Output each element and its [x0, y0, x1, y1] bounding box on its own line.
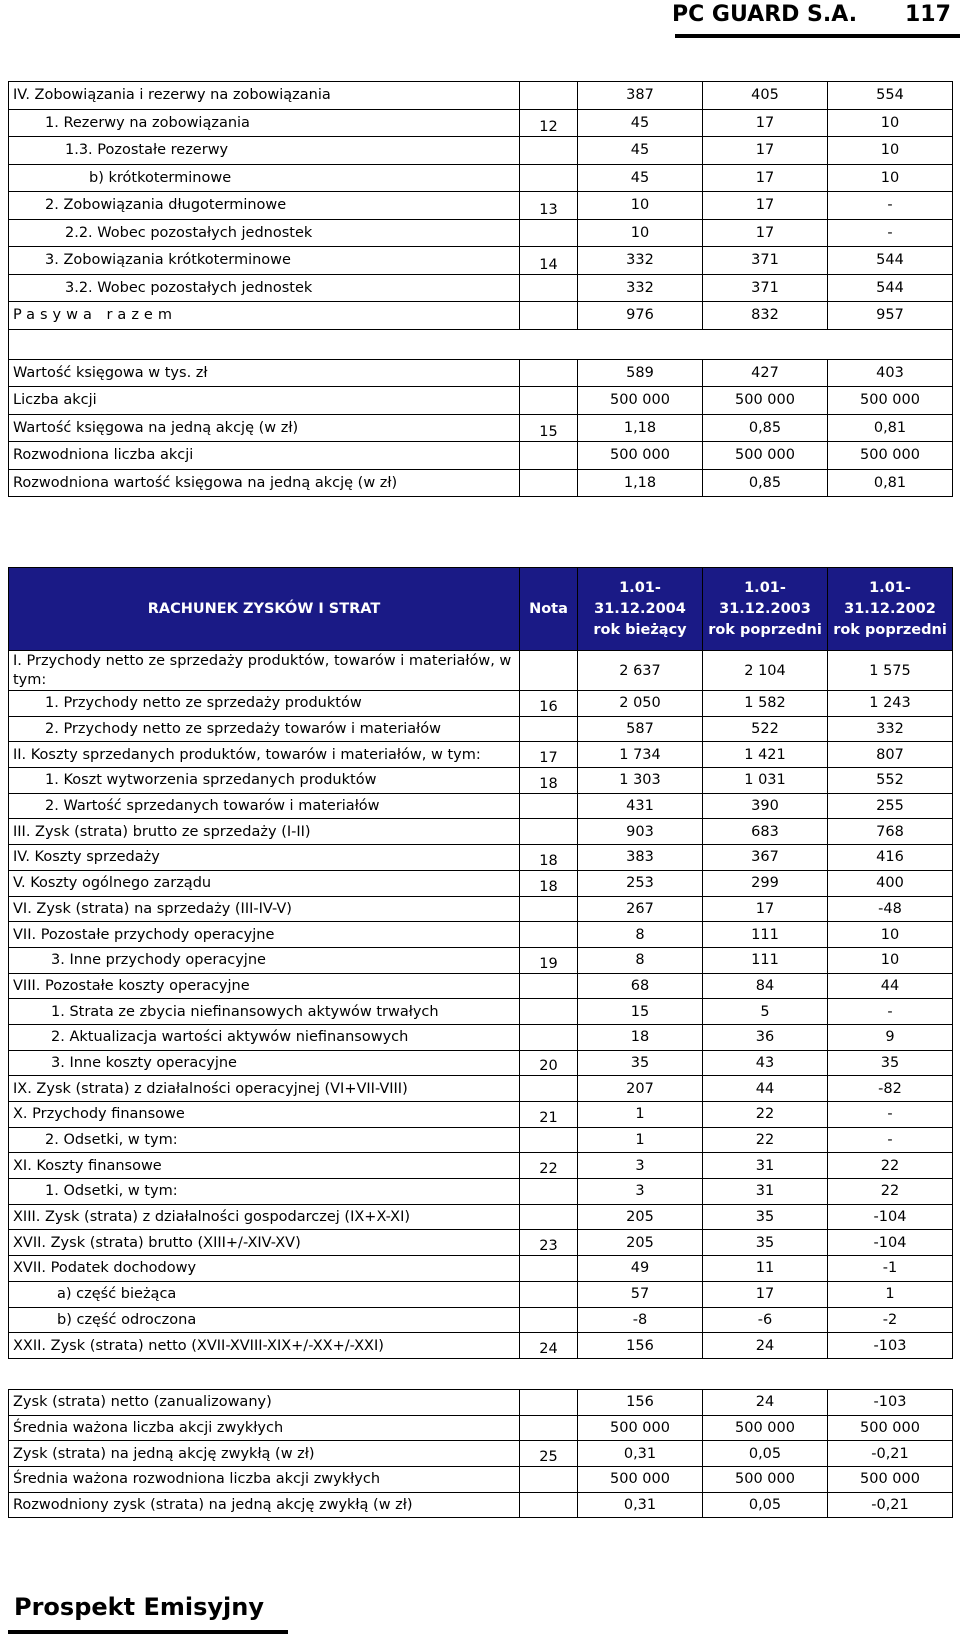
value-cell: 1: [578, 1102, 703, 1128]
nota-cell: [520, 274, 578, 302]
table-row: [9, 1050, 953, 1076]
nota-cell: [520, 469, 578, 497]
row-label: b) krótkoterminowe: [9, 164, 520, 192]
value-cell: 84: [703, 973, 828, 999]
table-row: [9, 1102, 953, 1128]
row-label: 1. Przychody netto ze sprzedaży produktów: [9, 691, 520, 717]
nota-cell: 25: [520, 1441, 578, 1467]
value-cell: -: [828, 192, 953, 220]
value-cell: 0,85: [703, 414, 828, 442]
value-cell: 44: [703, 1076, 828, 1102]
value-cell: 57: [578, 1281, 703, 1307]
value-cell: 10: [828, 947, 953, 973]
row-label: IX. Zysk (strata) z działalności operacyjnej (VI+VII-VIII): [9, 1076, 520, 1102]
row-label: 2. Przychody netto ze sprzedaży towarów i materiałów: [9, 716, 520, 742]
row-label: Rozwodniona wartość księgowa na jedną akcję (w zł): [9, 469, 520, 497]
period-2002-header: 1.01-31.12.2002 rok poprzedni: [828, 568, 953, 651]
value-cell: 500 000: [828, 1467, 953, 1493]
value-cell: 255: [828, 793, 953, 819]
value-cell: 500 000: [828, 1415, 953, 1441]
value-cell: 205: [578, 1230, 703, 1256]
nota-cell: 19: [520, 947, 578, 973]
value-cell: 416: [828, 845, 953, 871]
nota-cell: [520, 387, 578, 415]
table-row: [9, 1467, 953, 1493]
table-row: [9, 359, 953, 387]
table-row: [9, 896, 953, 922]
value-cell: 976: [578, 302, 703, 330]
value-cell: -1: [828, 1256, 953, 1282]
value-cell: 1,18: [578, 414, 703, 442]
nota-cell: [520, 137, 578, 165]
value-cell: 554: [828, 82, 953, 110]
value-cell: 400: [828, 870, 953, 896]
value-cell: 9: [828, 1024, 953, 1050]
row-label: IV. Zobowiązania i rezerwy na zobowiązania: [9, 82, 520, 110]
table-row: [9, 164, 953, 192]
nota-cell: [520, 1492, 578, 1518]
table-row: [9, 387, 953, 415]
nota-cell: 17: [520, 742, 578, 768]
value-cell: -6: [703, 1307, 828, 1333]
value-cell: 207: [578, 1076, 703, 1102]
table-row: [9, 973, 953, 999]
value-cell: 544: [828, 247, 953, 275]
nota-cell: [520, 1415, 578, 1441]
value-cell: 807: [828, 742, 953, 768]
nota-cell: [520, 1204, 578, 1230]
value-cell: 17: [703, 164, 828, 192]
income-statement-title: RACHUNEK ZYSKÓW I STRAT: [9, 568, 520, 651]
value-cell: 44: [828, 973, 953, 999]
nota-cell: 16: [520, 691, 578, 717]
row-label: 1. Strata ze zbycia niefinansowych aktywów trwałych: [9, 999, 520, 1025]
row-label: XI. Koszty finansowe: [9, 1153, 520, 1179]
row-label: VIII. Pozostałe koszty operacyjne: [9, 973, 520, 999]
table-row: [9, 845, 953, 871]
page-header: [0, 0, 960, 45]
period-2004-header: 1.01-31.12.2004 rok bieżący: [578, 568, 703, 651]
value-cell: 0,81: [828, 414, 953, 442]
table-row: [9, 819, 953, 845]
row-label: 3. Zobowiązania krótkoterminowe: [9, 247, 520, 275]
nota-cell: [520, 302, 578, 330]
income-statement-table: [8, 567, 953, 1359]
row-label: 2. Odsetki, w tym:: [9, 1127, 520, 1153]
value-cell: -0,21: [828, 1492, 953, 1518]
value-cell: 22: [828, 1179, 953, 1205]
value-cell: 768: [828, 819, 953, 845]
value-cell: 22: [703, 1102, 828, 1128]
value-cell: 500 000: [703, 442, 828, 470]
row-label: 3.2. Wobec pozostałych jednostek: [9, 274, 520, 302]
row-label: Pasywa razem: [9, 302, 520, 330]
row-label: Liczba akcji: [9, 387, 520, 415]
nota-cell: 24: [520, 1333, 578, 1359]
value-cell: -0,21: [828, 1441, 953, 1467]
value-cell: 17: [703, 109, 828, 137]
value-cell: 1 575: [828, 651, 953, 691]
value-cell: 332: [828, 716, 953, 742]
table-row: [9, 137, 953, 165]
row-label: a) część bieżąca: [9, 1281, 520, 1307]
row-label: I. Przychody netto ze sprzedaży produktów, towarów i materiałów, w tym:: [9, 651, 520, 691]
table-row: [9, 329, 953, 359]
value-cell: 371: [703, 247, 828, 275]
nota-cell: [520, 219, 578, 247]
table-row: [9, 1333, 953, 1359]
value-cell: 15: [578, 999, 703, 1025]
table-row: [9, 793, 953, 819]
footer-title: Prospekt Emisyjny: [14, 1593, 264, 1621]
row-label: Wartość księgowa w tys. zł: [9, 359, 520, 387]
table-row: [9, 192, 953, 220]
row-label: Średnia ważona liczba akcji zwykłych: [9, 1415, 520, 1441]
nota-cell: 15: [520, 414, 578, 442]
value-cell: 589: [578, 359, 703, 387]
value-cell: 35: [828, 1050, 953, 1076]
value-cell: 500 000: [703, 1467, 828, 1493]
nota-cell: [520, 999, 578, 1025]
value-cell: 500 000: [578, 442, 703, 470]
value-cell: 156: [578, 1390, 703, 1416]
table-row: [9, 1492, 953, 1518]
value-cell: 8: [578, 922, 703, 948]
value-cell: 45: [578, 109, 703, 137]
row-label: 3. Inne koszty operacyjne: [9, 1050, 520, 1076]
value-cell: -104: [828, 1230, 953, 1256]
table-row: [9, 1179, 953, 1205]
nota-cell: 12: [520, 109, 578, 137]
row-label: XVII. Zysk (strata) brutto (XIII+/-XIV-XV): [9, 1230, 520, 1256]
value-cell: 8: [578, 947, 703, 973]
value-cell: 500 000: [578, 1415, 703, 1441]
value-cell: 111: [703, 947, 828, 973]
page-number: 117: [905, 2, 951, 27]
row-label: V. Koszty ogólnego zarządu: [9, 870, 520, 896]
value-cell: 0,31: [578, 1492, 703, 1518]
value-cell: -: [828, 219, 953, 247]
table-row: [9, 651, 953, 691]
table-row: [9, 691, 953, 717]
row-label: 1. Odsetki, w tym:: [9, 1179, 520, 1205]
value-cell: -48: [828, 896, 953, 922]
value-cell: 2 104: [703, 651, 828, 691]
row-label: III. Zysk (strata) brutto ze sprzedaży (I-II): [9, 819, 520, 845]
value-cell: 500 000: [828, 387, 953, 415]
row-label: 2. Wartość sprzedanych towarów i materiałów: [9, 793, 520, 819]
value-cell: 403: [828, 359, 953, 387]
blank-row-cell: [9, 329, 953, 359]
nota-cell: 21: [520, 1102, 578, 1128]
value-cell: 587: [578, 716, 703, 742]
value-cell: 31: [703, 1179, 828, 1205]
value-cell: -2: [828, 1307, 953, 1333]
row-label: II. Koszty sprzedanych produktów, towarów i materiałów, w tym:: [9, 742, 520, 768]
value-cell: 36: [703, 1024, 828, 1050]
value-cell: 205: [578, 1204, 703, 1230]
nota-cell: [520, 442, 578, 470]
table-row: [9, 1024, 953, 1050]
value-cell: 500 000: [578, 387, 703, 415]
value-cell: 1 734: [578, 742, 703, 768]
value-cell: 17: [703, 1281, 828, 1307]
nota-cell: [520, 973, 578, 999]
row-label: IV. Koszty sprzedaży: [9, 845, 520, 871]
value-cell: 1 243: [828, 691, 953, 717]
table-row: [9, 1153, 953, 1179]
value-cell: 3: [578, 1153, 703, 1179]
nota-cell: [520, 1127, 578, 1153]
value-cell: 10: [578, 192, 703, 220]
row-label: VII. Pozostałe przychody operacyjne: [9, 922, 520, 948]
value-cell: 383: [578, 845, 703, 871]
value-cell: 0,85: [703, 469, 828, 497]
value-cell: 387: [578, 82, 703, 110]
table-row: [9, 947, 953, 973]
value-cell: 11: [703, 1256, 828, 1282]
value-cell: 43: [703, 1050, 828, 1076]
value-cell: 371: [703, 274, 828, 302]
income-statement-header-row: [9, 568, 953, 651]
value-cell: 390: [703, 793, 828, 819]
value-cell: 267: [578, 896, 703, 922]
row-label: Średnia ważona rozwodniona liczba akcji zwykłych: [9, 1467, 520, 1493]
value-cell: 35: [703, 1230, 828, 1256]
table-row: [9, 870, 953, 896]
table-row: [9, 1076, 953, 1102]
row-label: 2. Aktualizacja wartości aktywów niefinansowych: [9, 1024, 520, 1050]
value-cell: 253: [578, 870, 703, 896]
value-cell: 45: [578, 164, 703, 192]
row-label: 3. Inne przychody operacyjne: [9, 947, 520, 973]
value-cell: 0,31: [578, 1441, 703, 1467]
nota-cell: 20: [520, 1050, 578, 1076]
value-cell: 17: [703, 137, 828, 165]
value-cell: -103: [828, 1333, 953, 1359]
value-cell: 332: [578, 247, 703, 275]
value-cell: -8: [578, 1307, 703, 1333]
table-row: [9, 922, 953, 948]
value-cell: 427: [703, 359, 828, 387]
row-label: X. Przychody finansowe: [9, 1102, 520, 1128]
value-cell: -: [828, 999, 953, 1025]
table-row: [9, 742, 953, 768]
row-label: VI. Zysk (strata) na sprzedaży (III-IV-V): [9, 896, 520, 922]
nota-cell: [520, 1390, 578, 1416]
nota-cell: [520, 819, 578, 845]
value-cell: 2 050: [578, 691, 703, 717]
value-cell: 10: [828, 109, 953, 137]
nota-cell: 23: [520, 1230, 578, 1256]
nota-cell: [520, 1024, 578, 1050]
value-cell: 45: [578, 137, 703, 165]
value-cell: 367: [703, 845, 828, 871]
row-label: XVII. Podatek dochodowy: [9, 1256, 520, 1282]
row-label: Rozwodniona liczba akcji: [9, 442, 520, 470]
table-row: [9, 768, 953, 794]
value-cell: 2 637: [578, 651, 703, 691]
footer-rule: [8, 1630, 288, 1634]
value-cell: 35: [703, 1204, 828, 1230]
value-cell: -82: [828, 1076, 953, 1102]
value-cell: 1: [578, 1127, 703, 1153]
row-label: Zysk (strata) netto (zanualizowany): [9, 1390, 520, 1416]
row-label: Wartość księgowa na jedną akcję (w zł): [9, 414, 520, 442]
value-cell: -: [828, 1127, 953, 1153]
table-row: [9, 469, 953, 497]
table-row: [9, 716, 953, 742]
nota-cell: [520, 1179, 578, 1205]
nota-cell: [520, 82, 578, 110]
table-row: [9, 414, 953, 442]
nota-cell: 13: [520, 192, 578, 220]
row-label: 2. Zobowiązania długoterminowe: [9, 192, 520, 220]
value-cell: 111: [703, 922, 828, 948]
value-cell: 17: [703, 219, 828, 247]
value-cell: 49: [578, 1256, 703, 1282]
table-row: [9, 274, 953, 302]
value-cell: 0,05: [703, 1441, 828, 1467]
value-cell: -: [828, 1102, 953, 1128]
row-label: XIII. Zysk (strata) z działalności gospodarczej (IX+X-XI): [9, 1204, 520, 1230]
table-row: [9, 1281, 953, 1307]
value-cell: 3: [578, 1179, 703, 1205]
table-row: [9, 1390, 953, 1416]
table-row: [9, 1307, 953, 1333]
nota-cell: 22: [520, 1153, 578, 1179]
nota-cell: [520, 1307, 578, 1333]
value-cell: 17: [703, 896, 828, 922]
value-cell: 17: [703, 192, 828, 220]
row-label: b) część odroczona: [9, 1307, 520, 1333]
value-cell: 500 000: [703, 387, 828, 415]
period-2003-header: 1.01-31.12.2003 rok poprzedni: [703, 568, 828, 651]
per-share-table: [8, 1389, 953, 1518]
header-rule: [675, 34, 960, 38]
value-cell: 1 421: [703, 742, 828, 768]
value-cell: 522: [703, 716, 828, 742]
nota-cell: [520, 1281, 578, 1307]
nota-cell: [520, 1076, 578, 1102]
value-cell: 31: [703, 1153, 828, 1179]
nota-cell: 18: [520, 768, 578, 794]
nota-cell: [520, 793, 578, 819]
value-cell: 1 031: [703, 768, 828, 794]
nota-cell: [520, 1467, 578, 1493]
value-cell: 22: [703, 1127, 828, 1153]
table-row: [9, 219, 953, 247]
table-row: [9, 1204, 953, 1230]
table-row: [9, 82, 953, 110]
value-cell: 1,18: [578, 469, 703, 497]
value-cell: 5: [703, 999, 828, 1025]
table-row: [9, 1127, 953, 1153]
nota-cell: [520, 716, 578, 742]
row-label: XXII. Zysk (strata) netto (XVII-XVIII-XIX+/-XX+/-XXI): [9, 1333, 520, 1359]
table-row: [9, 1256, 953, 1282]
value-cell: 18: [578, 1024, 703, 1050]
value-cell: 0,05: [703, 1492, 828, 1518]
row-label: 1. Koszt wytworzenia sprzedanych produktów: [9, 768, 520, 794]
nota-cell: [520, 651, 578, 691]
table-row: [9, 1441, 953, 1467]
row-label: 2.2. Wobec pozostałych jednostek: [9, 219, 520, 247]
value-cell: 10: [828, 137, 953, 165]
value-cell: -103: [828, 1390, 953, 1416]
value-cell: 332: [578, 274, 703, 302]
value-cell: 903: [578, 819, 703, 845]
value-cell: 500 000: [828, 442, 953, 470]
value-cell: 832: [703, 302, 828, 330]
table-row: [9, 302, 953, 330]
nota-header: Nota: [520, 568, 578, 651]
row-label: Rozwodniony zysk (strata) na jedną akcję zwykłą (w zł): [9, 1492, 520, 1518]
value-cell: 544: [828, 274, 953, 302]
row-label: Zysk (strata) na jedną akcję zwykłą (w zł): [9, 1441, 520, 1467]
table-row: [9, 247, 953, 275]
value-cell: 299: [703, 870, 828, 896]
row-label: 1.3. Pozostałe rezerwy: [9, 137, 520, 165]
value-cell: 10: [578, 219, 703, 247]
nota-cell: [520, 359, 578, 387]
value-cell: 24: [703, 1333, 828, 1359]
value-cell: 552: [828, 768, 953, 794]
balance-liabilities-table: [8, 81, 953, 497]
nota-cell: [520, 164, 578, 192]
value-cell: 22: [828, 1153, 953, 1179]
value-cell: 1: [828, 1281, 953, 1307]
value-cell: 0,81: [828, 469, 953, 497]
value-cell: 68: [578, 973, 703, 999]
nota-cell: [520, 1256, 578, 1282]
value-cell: 683: [703, 819, 828, 845]
company-name: PC GUARD S.A.: [672, 2, 858, 27]
table-row: [9, 442, 953, 470]
row-label: 1. Rezerwy na zobowiązania: [9, 109, 520, 137]
nota-cell: [520, 896, 578, 922]
value-cell: 500 000: [578, 1467, 703, 1493]
table-row: [9, 1230, 953, 1256]
value-cell: 35: [578, 1050, 703, 1076]
nota-cell: 18: [520, 845, 578, 871]
value-cell: 10: [828, 164, 953, 192]
table-row: [9, 109, 953, 137]
table-row: [9, 1415, 953, 1441]
value-cell: 24: [703, 1390, 828, 1416]
nota-cell: 18: [520, 870, 578, 896]
value-cell: 10: [828, 922, 953, 948]
nota-cell: 14: [520, 247, 578, 275]
table-row: [9, 999, 953, 1025]
value-cell: 431: [578, 793, 703, 819]
value-cell: 500 000: [703, 1415, 828, 1441]
value-cell: 405: [703, 82, 828, 110]
value-cell: 1 582: [703, 691, 828, 717]
value-cell: -104: [828, 1204, 953, 1230]
value-cell: 156: [578, 1333, 703, 1359]
nota-cell: [520, 922, 578, 948]
value-cell: 1 303: [578, 768, 703, 794]
value-cell: 957: [828, 302, 953, 330]
